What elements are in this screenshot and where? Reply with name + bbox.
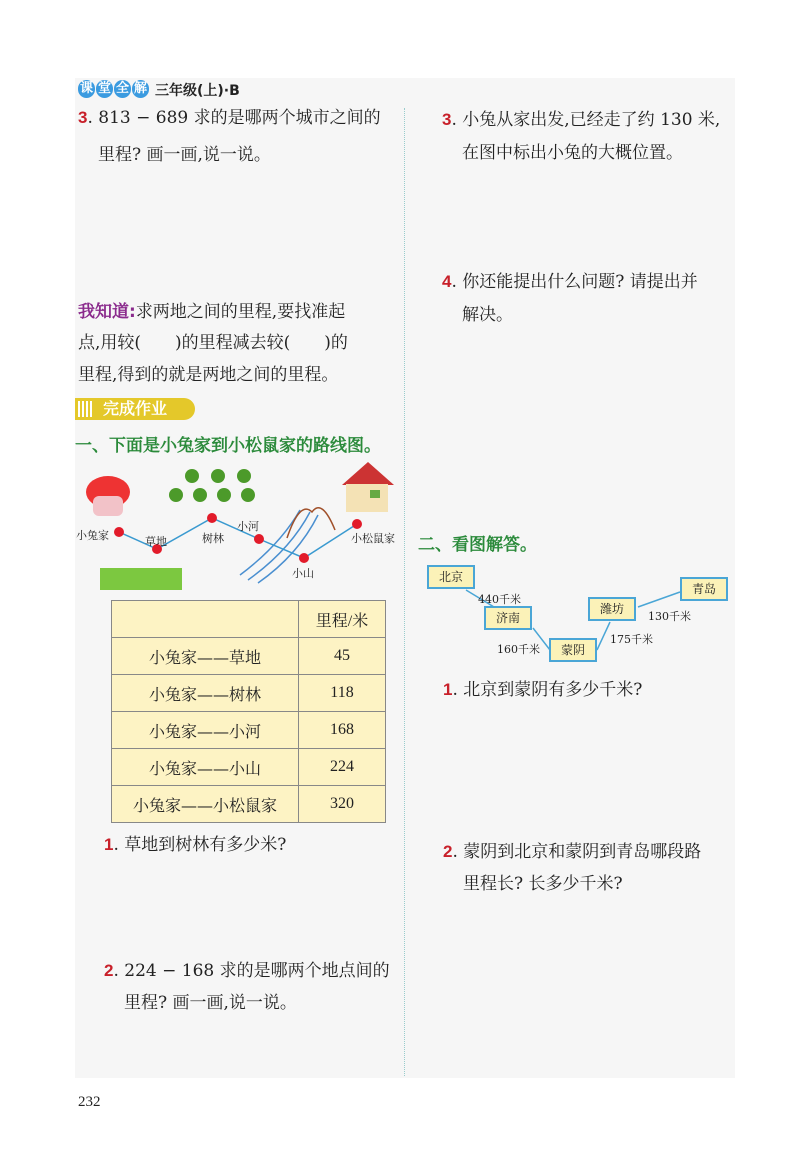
table-cell: 小兔家——小山 [112,749,299,786]
question-4-right [442,272,698,292]
logo-char: 全 [115,81,129,96]
question-text: 解决。 [462,305,513,325]
table-cell: 118 [299,675,386,712]
mountain-icon [287,508,335,538]
city-box: 北京 [427,565,475,589]
route-label: 树林 [202,532,224,545]
city-box: 蒙阴 [549,638,597,662]
table-row [112,638,386,675]
question-number: 3 [78,108,88,127]
route-label: 小河 [237,520,259,533]
logo-char: 解 [133,81,147,96]
table-header-row [112,601,386,638]
distance-label: 440千米 [478,593,521,606]
question-number: 1 [443,680,453,699]
table-row [112,749,386,786]
distance-label: 160千米 [497,643,540,656]
question-number: 2 [104,961,114,980]
know-text: 里程,得到的就是两地之间的里程。 [78,365,339,385]
table-cell [112,601,299,638]
table-cell: 里程/米 [299,601,386,638]
logo-char: 堂 [97,81,111,96]
question-text: . 北京到蒙阴有多少千米? [452,680,643,700]
question-text: 里程? 画一画,说一说。 [124,993,297,1013]
table-cell: 小兔家——草地 [112,638,299,675]
section-2-heading: 二、看图解答。 [418,535,537,555]
grade-label: 三年级(上)·B [155,83,240,99]
section-1-heading: 一、下面是小兔家到小松鼠家的路线图。 [75,436,381,456]
question-text: . 草地到树林有多少米? [113,835,287,855]
question-text: . 224 − 168 求的是哪两个地点间的 [113,961,390,981]
question-text: . 小兔从家出发,已经走了约 130 米, [451,110,721,130]
table-cell: 小兔家——小松鼠家 [112,786,299,823]
question-2-right [443,842,701,862]
table-cell: 168 [299,712,386,749]
homework-label: 完成作业 [103,399,168,418]
route-label: 草地 [145,535,167,548]
table-cell: 小兔家——树林 [112,675,299,712]
question-text: . 蒙阴到北京和蒙阴到青岛哪段路 [452,842,702,862]
question-number: 1 [104,835,114,854]
distance-label: 130千米 [648,610,691,623]
distance-table [111,600,386,823]
trees-icon [169,469,255,502]
table-row [112,712,386,749]
know-label: 我知道: [78,302,136,322]
know-text: 求两地之间的里程,要找准起 [135,302,346,322]
route-label: 小松鼠家 [351,532,395,545]
mushroom-house-icon [86,476,130,516]
question-1-right [443,680,642,700]
question-text: . 813 − 689 求的是哪两个城市之间的 [87,108,381,128]
table-cell: 45 [299,638,386,675]
table-cell: 小兔家——小河 [112,712,299,749]
question-number: 4 [442,272,452,291]
table-cell: 320 [299,786,386,823]
logo-char: 课 [79,81,93,96]
distance-label: 175千米 [610,633,653,646]
question-text: 里程? 画一画,说一说。 [98,145,271,165]
route-label: 小兔家 [76,529,109,542]
city-box: 潍坊 [588,597,636,621]
route-label: 小山 [292,567,314,580]
city-box: 济南 [484,606,532,630]
grass-icon [100,568,182,590]
question-text: . 你还能提出什么问题? 请提出并 [451,272,698,292]
city-box: 青岛 [680,577,728,601]
question-number: 3 [442,110,452,129]
question-1-left [104,835,286,855]
know-text: 点,用较( )的里程减去较( )的 [78,333,348,353]
question-number: 2 [443,842,453,861]
question-3-right [442,110,720,130]
question-text: 里程长? 长多少千米? [463,874,623,894]
table-row [112,675,386,712]
connector [597,622,610,650]
question-text: 在图中标出小兔的大概位置。 [462,143,683,163]
table-row [112,786,386,823]
table-cell: 224 [299,749,386,786]
connector [638,592,680,607]
page-number: 232 [78,1094,101,1110]
question-2-left [104,961,390,981]
house-icon [342,462,394,512]
